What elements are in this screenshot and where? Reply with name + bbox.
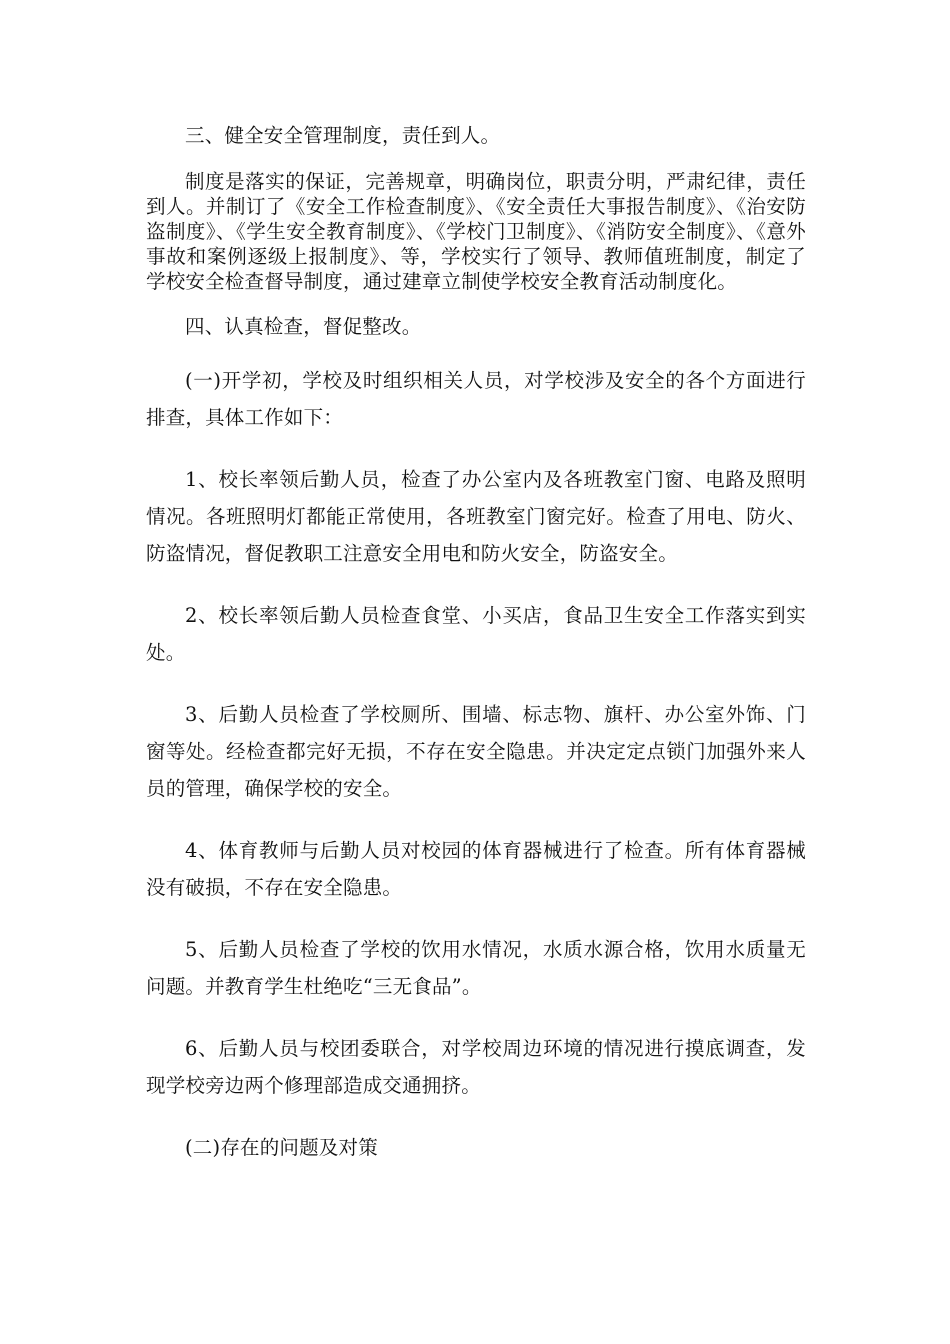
list-item: 3、后勤人员检查了学校厕所、围墙、标志物、旗杆、办公室外饰、门窗等处。经检查都完好无损，不存在安全隐患。并决定定点锁门加强外来人员的管理，确保学校的安全。 xyxy=(146,703,806,800)
list-item: 5、后勤人员检查了学校的饮用水情况，水质水源合格，饮用水质量无问题。并教育学生杜绝吃“三无食品”。 xyxy=(146,938,806,998)
list-item: 6、后勤人员与校团委联合，对学校周边环境的情况进行摸底调查，发现学校旁边两个修理部造成交通拥挤。 xyxy=(146,1037,806,1097)
list-item: 1、校长率领后勤人员，检查了办公室内及各班教室门窗、电路及照明情况。各班照明灯都能正常使用，各班教室门窗完好。检查了用电、防火、防盗情况，督促教职工注意安全用电和防火安全，防盗安全。 xyxy=(146,468,806,565)
section-heading-3: 三、健全安全管理制度，责任到人。 xyxy=(185,124,501,147)
paragraph-rules: 制度是落实的保证，完善规章，明确岗位，职责分明，严肃纪律，责任到人。并制订了《安全工作检查制度》、《安全责任大事报告制度》、《治安防盗制度》、《学生安全教育制度》、《学校门卫制度》、《消防安全制度》、《意外事故和案例逐级上报制度》、等，学校实行了领导、教师值班制度，制定了学校安全检查督导制度，通过建章立制使学校安全教育活动制度化。 xyxy=(146,170,806,293)
list-item: 2、校长率领后勤人员检查食堂、小买店，食品卫生安全工作落实到实处。 xyxy=(146,604,806,664)
subsection-heading-1: (一)开学初，学校及时组织相关人员，对学校涉及安全的各个方面进行排查，具体工作如下： xyxy=(146,369,806,429)
subsection-heading-2: (二)存在的问题及对策 xyxy=(185,1136,378,1159)
document-body xyxy=(146,123,806,1166)
section-heading-4: 四、认真检查，督促整改。 xyxy=(185,315,422,338)
list-item: 4、体育教师与后勤人员对校园的体育器械进行了检查。所有体育器械没有破损，不存在安全隐患。 xyxy=(146,839,806,899)
